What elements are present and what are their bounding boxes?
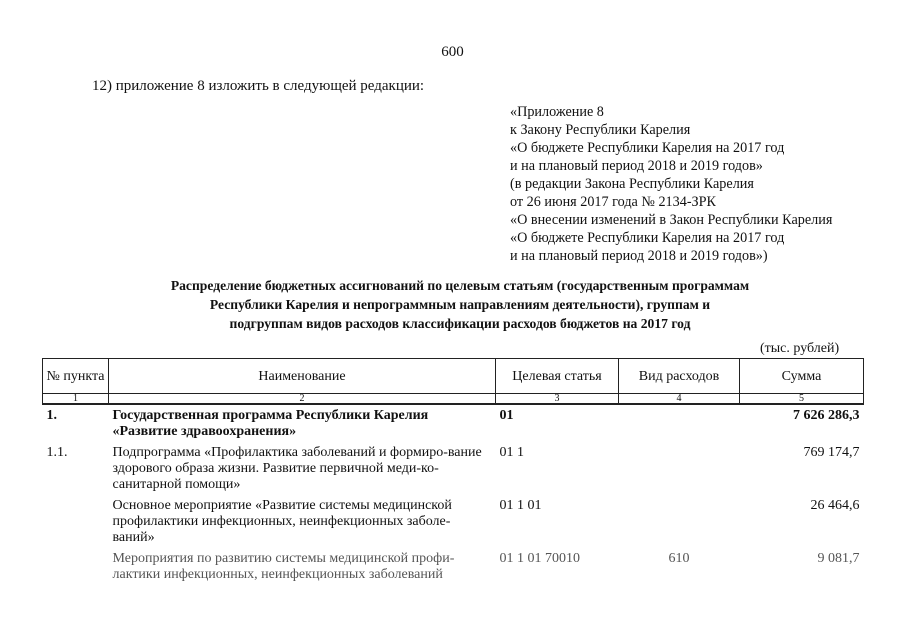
title-line: Распределение бюджетных ассигнований по целевым статьям (государственным программам (170, 278, 750, 293)
row-amount: 9 081,7 (817, 551, 860, 566)
header-sum: Сумма (740, 359, 864, 394)
row-number: 1. (46, 408, 57, 423)
row-number (43, 548, 109, 585)
row-name: Подпрограмма «Профилактика заболеваний и формиро-вание здорового образа жизни. Развитие первичной меди-ко-санитарной помощи» (112, 445, 482, 492)
units-label: (тыс. рублей) (760, 341, 840, 356)
budget-table (42, 358, 864, 585)
column-number: 1 (43, 394, 109, 405)
title-line: подгруппам видов расходов классификации расходов бюджетов на 2017 год (229, 316, 691, 331)
row-target-code: 01 (499, 408, 514, 423)
row-name: Мероприятия по развитию системы медицинской профи-лактики инфекционных, неинфекционных заболеваний (112, 551, 455, 582)
header-num: № пункта (43, 359, 109, 394)
row-expense-type: 610 (668, 551, 690, 566)
column-number: 2 (109, 394, 496, 405)
row-expense-type (619, 495, 740, 548)
row-name: Основное мероприятие «Развитие системы медицинской профилактики инфекционных, неинфекционных заболе-ваний» (112, 498, 452, 545)
appendix-line: и на плановый период 2018 и 2019 годов» (510, 158, 763, 174)
table-row (43, 404, 864, 442)
table-row (43, 548, 864, 585)
row-target-code: 01 1 01 70010 (499, 551, 580, 566)
appendix-line: «Приложение 8 (510, 104, 604, 120)
appendix-line: «О бюджете Республики Карелия на 2017 год (510, 230, 785, 246)
row-target-code: 01 1 01 (499, 498, 542, 513)
column-number: 5 (740, 394, 864, 405)
appendix-reference-block (510, 103, 832, 265)
row-amount: 7 626 286,3 (793, 408, 860, 423)
appendix-line: «О бюджете Республики Карелия на 2017 год (510, 140, 785, 156)
column-number-row (43, 394, 864, 405)
row-name: Государственная программа Республики Карелия «Развитие здравоохранения» (112, 408, 429, 439)
document-title (60, 276, 860, 333)
header-name: Наименование (109, 359, 496, 394)
column-number: 4 (619, 394, 740, 405)
appendix-line: и на плановый период 2018 и 2019 годов») (510, 248, 768, 264)
appendix-line: (в редакции Закона Республики Карелия (510, 176, 754, 192)
table-header-row (43, 359, 864, 394)
table-row (43, 442, 864, 495)
row-number: 1.1. (46, 445, 68, 460)
appendix-line: от 26 июня 2017 года № 2134-ЗРК (510, 194, 717, 210)
row-amount: 769 174,7 (803, 445, 860, 460)
table-row (43, 495, 864, 548)
amendment-intro: 12) приложение 8 изложить в следующей редакции: (92, 78, 425, 94)
header-code: Целевая статья (496, 359, 619, 394)
column-number: 3 (496, 394, 619, 405)
header-vid: Вид расходов (619, 359, 740, 394)
row-expense-type (619, 404, 740, 442)
row-number (43, 495, 109, 548)
row-target-code: 01 1 (499, 445, 524, 460)
appendix-line: к Закону Республики Карелия (510, 122, 691, 138)
page-number: 600 (441, 44, 464, 60)
title-line: Республики Карелия и непрограммным направлениям деятельности), группам и (209, 297, 711, 312)
appendix-line: «О внесении изменений в Закон Республики Карелия (510, 212, 833, 228)
row-amount: 26 464,6 (810, 498, 860, 513)
row-expense-type (619, 442, 740, 495)
